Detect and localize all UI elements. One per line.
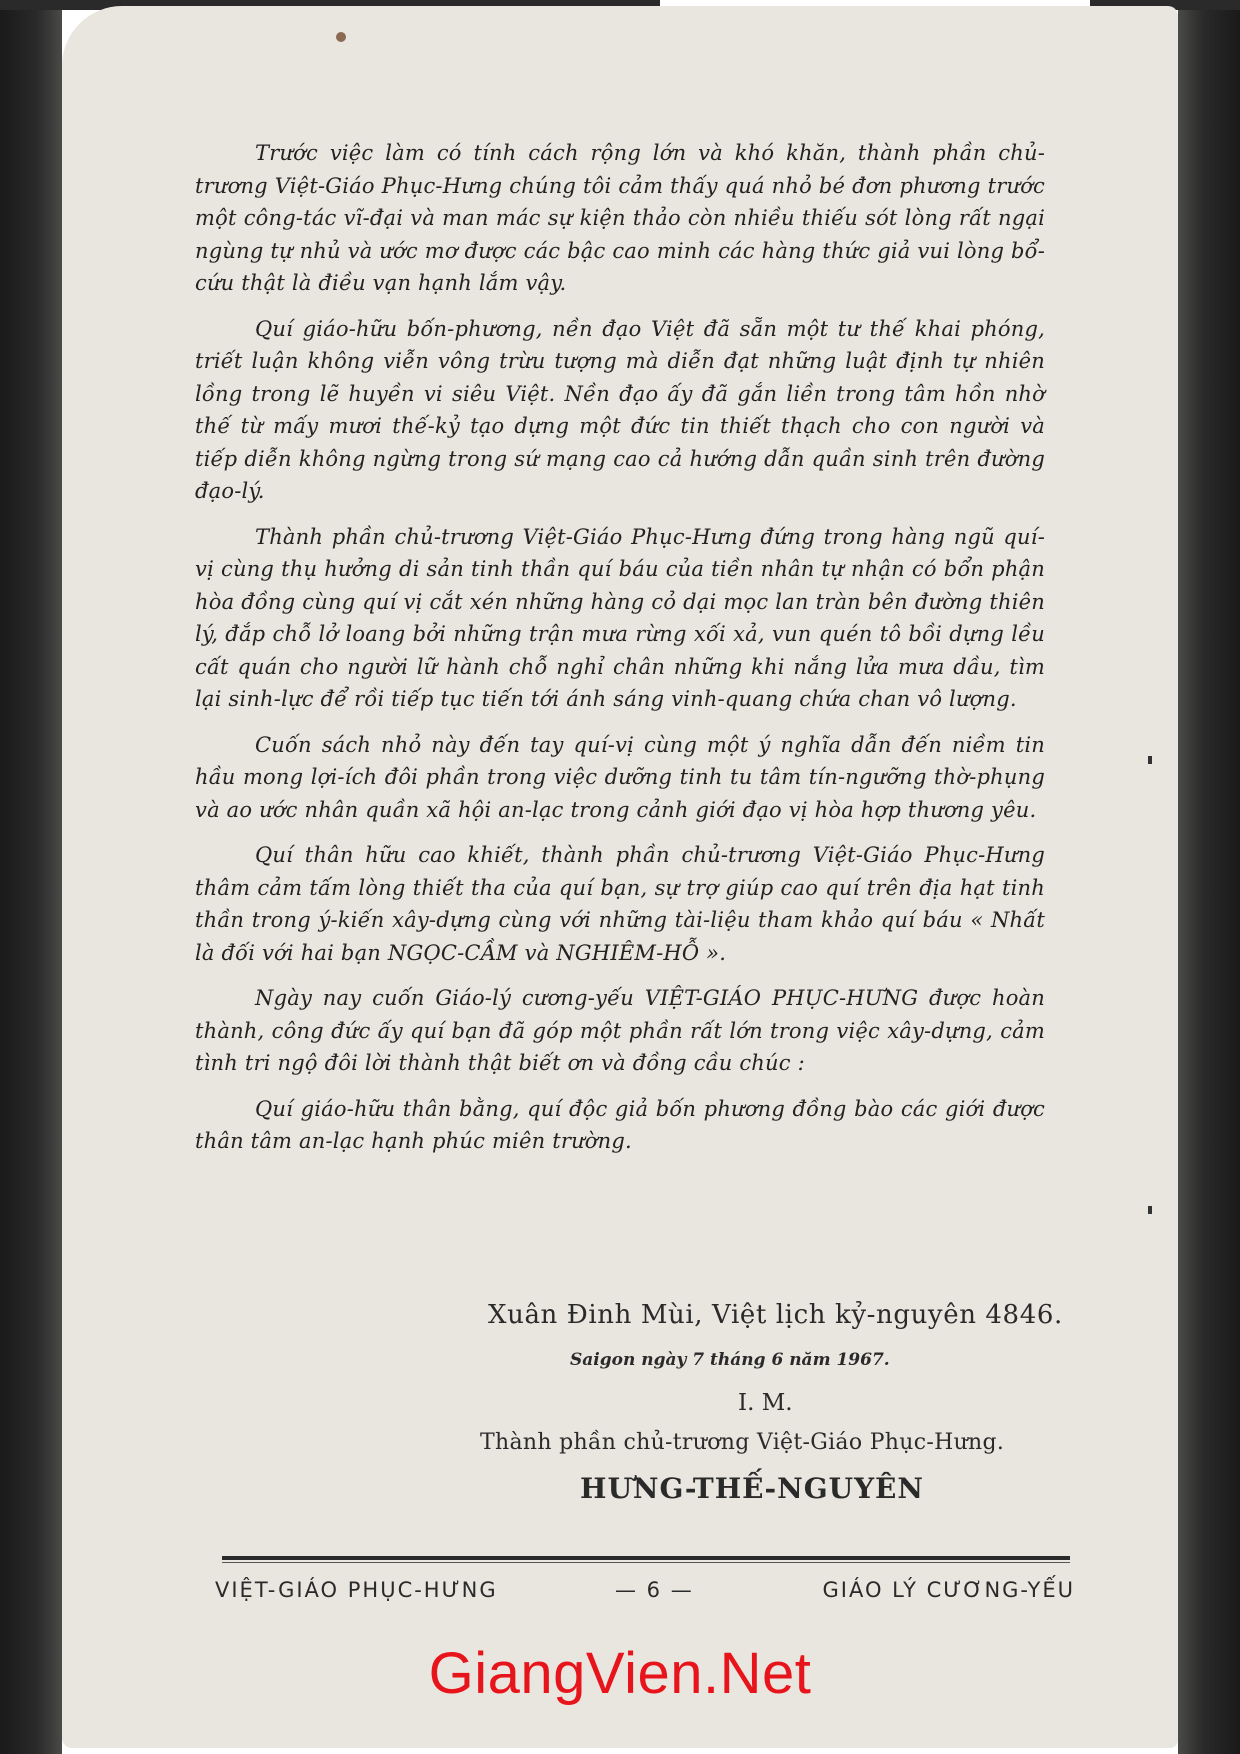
paragraph: Trước việc làm có tính cách rộng lớn và khó khăn, thành phần chủ-trương Việt-Giáo Phục-Hưng chúng tôi cảm thấy quá nhỏ bé đơn phương trước một công-tác vĩ-đại và man mác sự kiện thảo còn nhiều thiếu sót lòng rất ngại ngùng tự nhủ và ước mơ được các bậc cao minh các hàng thức giả vui lòng bổ-cứu thật là điều vạn hạnh lắm vậy. — [195, 141, 1045, 295]
paragraph: Cuốn sách nhỏ này đến tay quí-vị cùng một ý nghĩa dẫn đến niềm tin hầu mong lợi-ích đôi phần trong việc dưỡng tinh tu tâm tín-ngưỡng thờ-phụng và ao ước nhân quần xã hội an-lạc trong cảnh giới đạo vị hòa hợp thương yêu. — [195, 732, 1045, 822]
author-name: HƯNG-THẾ-NGUYÊN — [580, 1472, 924, 1505]
paragraph: Quí giáo-hữu thân bằng, quí độc giả bốn phương đồng bào các giới được thân tâm an-lạc hạnh phúc miên trường. — [195, 1096, 1045, 1153]
group-name: Thành phần chủ-trương Việt-Giáo Phục-Hưng. — [480, 1430, 1005, 1455]
paragraph: Quí thân hữu cao khiết, thành phần chủ-trương Việt-Giáo Phục-Hưng thâm cảm tấm lòng thiết tha của quí bạn, sự trợ giúp cao quí trên địa hạt tinh thần trong ý-kiến xây-dựng cùng với những tài-liệu tham khảo quí báu « Nhất là đối với hai bạn NGỌC-CẦM và NGHIÊM-HỖ ». — [195, 843, 1045, 965]
paragraph: Ngày nay cuốn Giáo-lý cương-yếu VIỆT-GIÁO PHỤC-HƯNG được hoàn thành, công đức ấy quí bạn đã góp một phần rất lớn trong việc xây-dựng, cảm tình tri ngộ đôi lời thành thật biết ơn và đồng cầu chúc : — [195, 986, 1045, 1075]
saigon-date: Saigon ngày 7 tháng 6 năm 1967. — [570, 1350, 890, 1370]
paragraph: Thành phần chủ-trương Việt-Giáo Phục-Hưng đứng trong hàng ngũ quí-vị cùng thụ hưởng di sản tinh thần quí báu của tiền nhân tự nhận có bổn phận hòa đồng cùng quí vị cắt xén những hàng cỏ dại mọc lan tràn bên đường thiên lý, đắp chỗ lở loang bởi những trận mưa rừng xối xả, vun quén tô bồi dựng lều cất quán cho người lữ hành chỗ nghỉ chân những khi nắng lửa mưa dầu, tìm lại sinh-lực để rồi tiếp tục tiến tới ánh sáng vinh-quang chứa chan vô lượng. — [195, 524, 1045, 711]
paper-speck — [1148, 1206, 1152, 1214]
paper-dot-mark — [336, 32, 346, 42]
site-watermark: GiangVien.Net — [428, 1641, 812, 1706]
footer-rule-thin — [222, 1562, 1070, 1563]
initials: I. M. — [738, 1390, 793, 1416]
lunar-date: Xuân Đinh Mùi, Việt lịch kỷ-nguyên 4846. — [488, 1300, 1063, 1330]
paragraph: Quí giáo-hữu bốn-phương, nền đạo Việt đã sẵn một tư thế khai phóng, triết luận không viễn vông trừu tượng mà diễn đạt những luật định tự nhiên lồng trong lẽ huyền vi siêu Việt. Nền đạo ấy đã gắn liền trong tâm hồn nhờ thế từ mấy mươi thế-kỷ tạo dựng một đức tin thiết thạch cho con người và tiếp diễn không ngừng trong sứ mạng cao cả hướng dẫn quần sinh trên đường đạo-lý. — [195, 316, 1045, 503]
footer-right-title: GIÁO LÝ CƯƠNG-YẾU — [822, 1578, 1075, 1602]
scan-edge-right — [1178, 0, 1240, 1754]
footer-rule — [222, 1556, 1070, 1560]
paper-speck — [1148, 756, 1152, 764]
scan-edge-left — [0, 0, 62, 1754]
page-footer — [215, 1578, 1075, 1612]
body-text — [195, 137, 1045, 1171]
footer-left-title: VIỆT-GIÁO PHỤC-HƯNG — [215, 1578, 498, 1602]
page-number: — 6 — — [615, 1578, 694, 1602]
